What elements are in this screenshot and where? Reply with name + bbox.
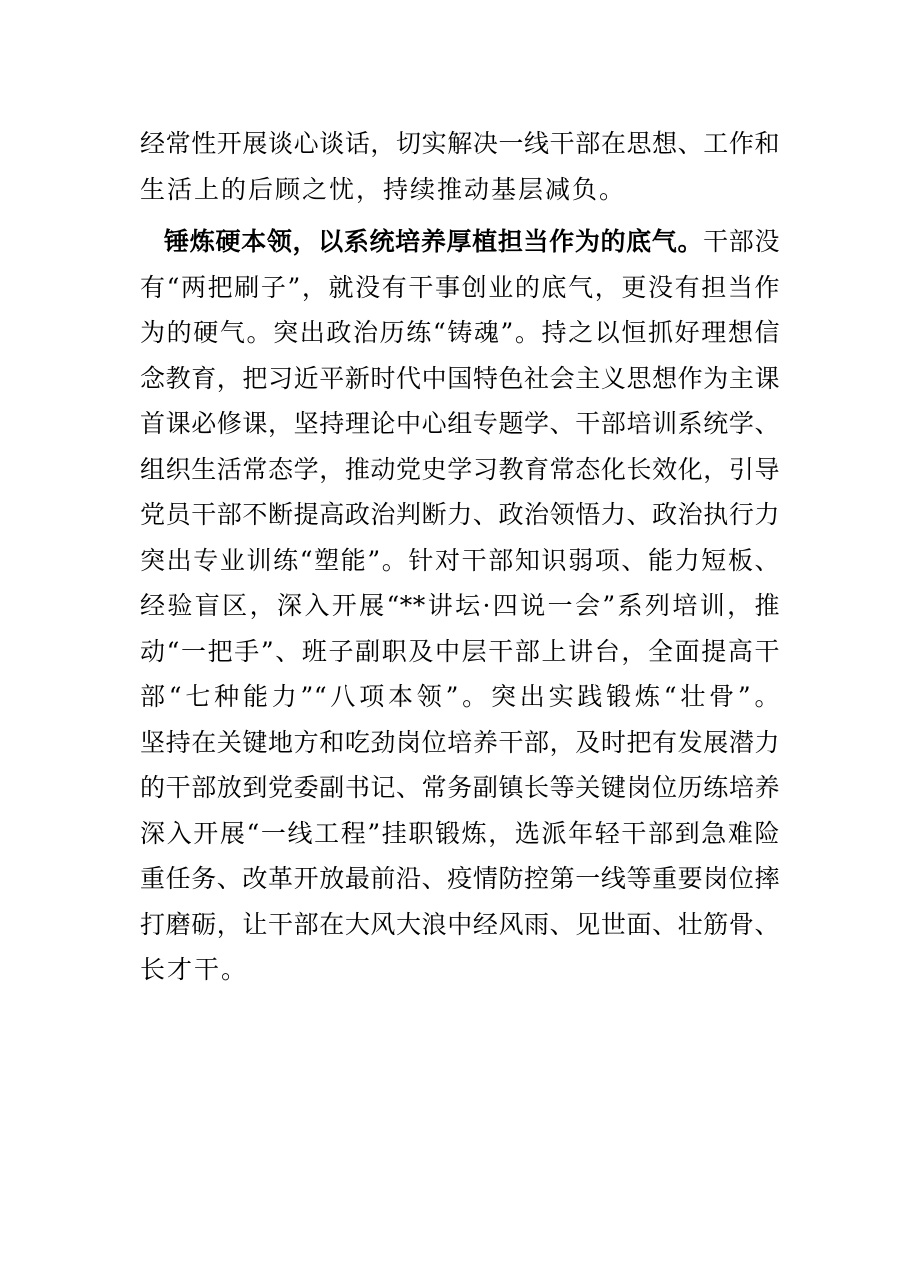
text-line: 打磨砺，让干部在大风大浪中经风雨、见世面、壮筋骨、 — [140, 909, 780, 939]
text-line: 党员干部不断提高政治判断力、政治领悟力、政治执行力 — [140, 500, 780, 529]
text-line: 经常性开展谈心谈话，切实解决一线干部在思想、工作和 — [140, 129, 780, 158]
text-line: 的干部放到党委副书记、常务副镇长等关键岗位历练培养 — [140, 773, 780, 802]
text-line: 有“两把刷子”，就没有干事创业的底气，更没有担当作 — [140, 272, 780, 302]
document-body — [140, 121, 780, 993]
text-line: 突出专业训练“塑能”。针对干部知识弱项、能力短板、 — [140, 545, 780, 575]
text-line: 为的硬气。突出政治历练“铸魂”。持之以恒抓好理想信 — [140, 318, 780, 347]
paragraph-heading: 锤炼硬本领，以系统培养厚植担当作为的底气。 — [164, 227, 704, 256]
text-line: 念教育，把习近平新时代中国特色社会主义思想作为主课 — [140, 363, 780, 393]
text-line: 经验盲区，深入开展“**讲坛·四说一会”系列培训，推 — [140, 591, 780, 620]
paragraph-2-first-line — [140, 219, 780, 265]
text-line: 生活上的后顾之忧，持续推动基层减负。 — [140, 174, 627, 204]
text-line: 深入开展“一线工程”挂职锻炼，选派年轻干部到急难险 — [140, 818, 780, 848]
paragraph-2 — [140, 219, 780, 993]
text-line: 组织生活常态学，推动党史学习教育常态化长效化，引导 — [140, 454, 780, 484]
text-line: 动“一把手”、班子副职及中层干部上讲台，全面提高干 — [140, 636, 780, 666]
paragraph-1 — [140, 121, 780, 212]
text-line: 部“七种能力”“八项本领”。突出实践锻炼“壮骨”。 — [140, 682, 780, 711]
text-line: 首课必修课，坚持理论中心组专题学、干部培训系统学、 — [140, 409, 780, 438]
text-line: 长才干。 — [140, 955, 249, 984]
text-line: 坚持在关键地方和吃劲岗位培养干部，及时把有发展潜力 — [140, 727, 780, 757]
paragraph-heading-tail: 干部没 — [703, 227, 780, 256]
text-line: 重任务、改革开放最前沿、疫情防控第一线等重要岗位摔 — [140, 864, 780, 893]
